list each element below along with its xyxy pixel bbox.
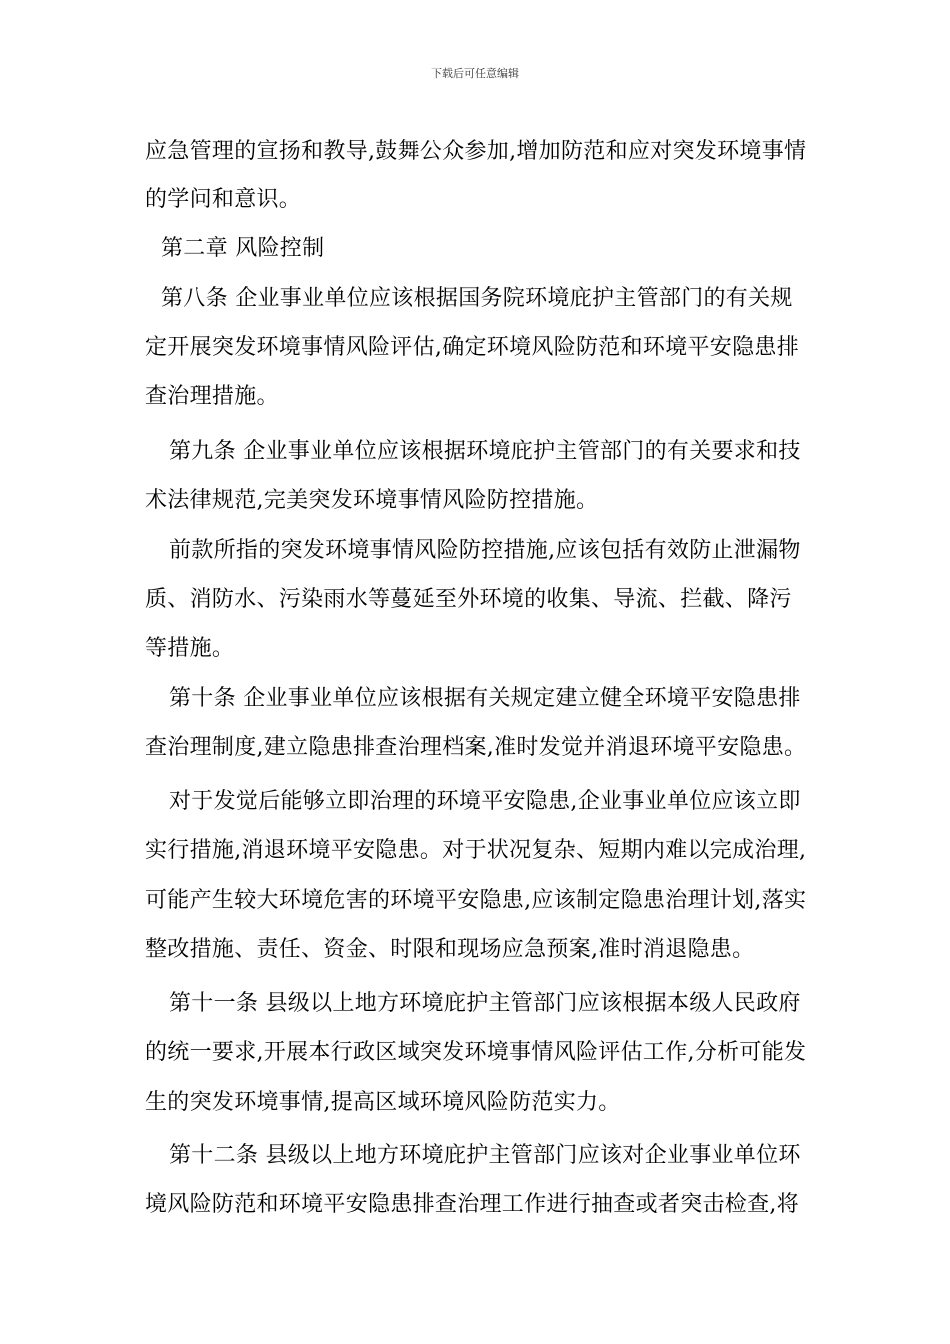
text-line: 第九条 企业事业单位应该根据环境庇护主管部门的有关要求和技 — [169, 439, 801, 464]
text-line: 实行措施,消退环境平安隐患。对于状况复杂、短期内难以完成治理, — [145, 838, 807, 863]
text-line: 查治理措施。 — [145, 384, 279, 409]
text-line: 对于发觉后能够立即治理的环境平安隐患,企业事业单位应该立即 — [169, 789, 801, 814]
text-line: 第十一条 县级以上地方环境庇护主管部门应该根据本级人民政府 — [169, 991, 801, 1016]
text-line: 等措施。 — [145, 636, 235, 661]
text-line: 境风险防范和环境平安隐患排查治理工作进行抽查或者突击检查,将 — [145, 1192, 799, 1217]
text-line: 第十条 企业事业单位应该根据有关规定建立健全环境平安隐患排 — [169, 686, 801, 711]
text-line: 应急管理的宣扬和教导,鼓舞公众参加,增加防范和应对突发环境事情 — [145, 139, 807, 164]
text-line: 可能产生较大环境危害的环境平安隐患,应该制定隐患治理计划,落实 — [145, 888, 807, 913]
text-line: 整改措施、责任、资金、时限和现场应急预案,准时消退隐患。 — [145, 937, 755, 962]
text-line: 第八条 企业事业单位应该根据国务院环境庇护主管部门的有关规 — [161, 286, 793, 311]
text-line: 第十二条 县级以上地方环境庇护主管部门应该对企业事业单位环 — [169, 1143, 801, 1168]
text-line: 的学问和意识。 — [145, 187, 302, 212]
text-line: 查治理制度,建立隐患排查治理档案,准时发觉并消退环境平安隐患。 — [145, 735, 807, 760]
text-line: 质、消防水、污染雨水等蔓延至外环境的收集、导流、拦截、降污 — [145, 587, 792, 612]
text-line: 定开展突发环境事情风险评估,确定环境风险防范和环境平安隐患排 — [145, 335, 799, 360]
text-line: 前款所指的突发环境事情风险防控措施,应该包括有效防止泄漏物 — [169, 538, 801, 563]
text-line: 生的突发环境事情,提高区域环境风险防范实力。 — [145, 1090, 621, 1115]
text-line: 的统一要求,开展本行政区域突发环境事情风险评估工作,分析可能发 — [145, 1040, 807, 1065]
text-line: 术法律规范,完美突发环境事情风险防控措施。 — [145, 488, 599, 513]
page-header: 下载后可任意编辑 — [431, 67, 519, 80]
chapter-heading: 第二章 风险控制 — [161, 236, 325, 261]
